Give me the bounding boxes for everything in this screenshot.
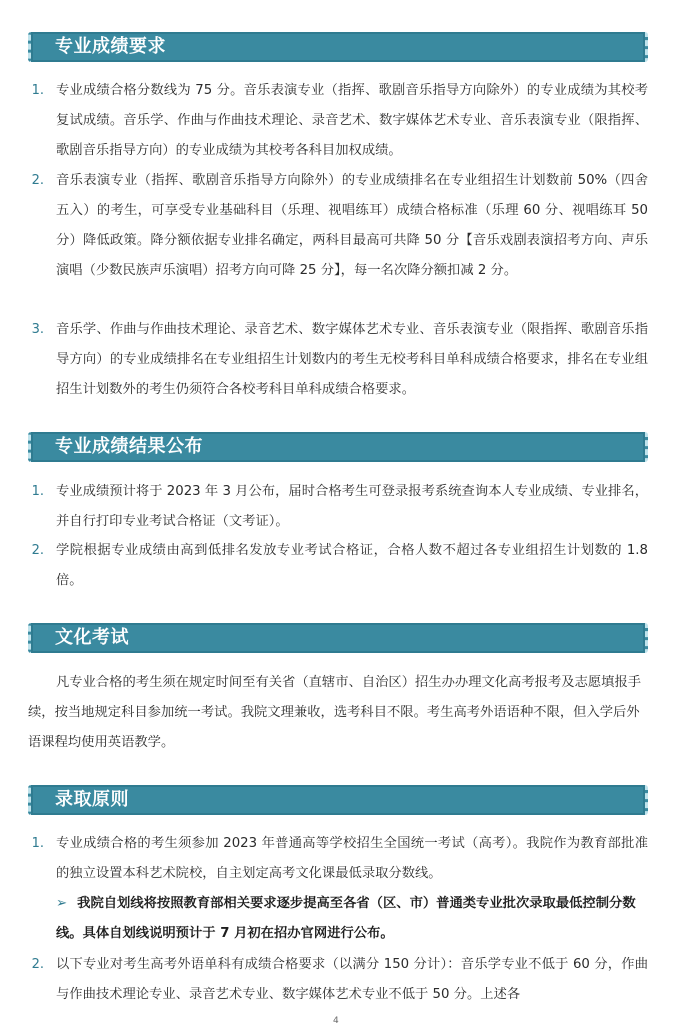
section-header-score-results-announcement — [28, 432, 648, 462]
section-title: 录取原则 — [55, 789, 129, 810]
list-number: 1. — [31, 83, 44, 98]
section-header-admission-principles — [28, 785, 648, 815]
list-item-text: 音乐学、作曲与作曲技术理论、录音艺术、数字媒体艺术专业、音乐表演专业（限指挥、歌剧音乐指导方向）的专业成绩排名在专业组招生计划数内的考生无校考科目单科成绩合格要求，排名在专业组招生计划数外的考生仍须符合各校考科目单科成绩合格要求。 — [56, 322, 648, 397]
list-number: 2. — [31, 957, 44, 972]
section-header-professional-score-requirements — [28, 32, 648, 62]
list-item — [20, 477, 650, 537]
list-item-text: 学院根据专业成绩由高到低排名发放专业考试合格证，合格人数不超过各专业组招生计划数的 1.8 倍。 — [56, 543, 648, 588]
highlight-bullet — [56, 889, 648, 949]
list-item — [20, 315, 650, 405]
list-item-text: 音乐表演专业（指挥、歌剧音乐指导方向除外）的专业成绩排名在专业组招生计划数前 50%（四舍五入）的考生，可享受专业基础科目（乐理、视唱练耳）成绩合格标准（乐理 60 分、视唱练耳 50 分）降低政策。降分额依据专业排名确定，两科目最高可共降 50 分【音乐戏剧表演招考方向、声乐演唱（少数民族声乐演唱）招考方向可降 25 分】，每一名次降分额扣减 2 分。 — [56, 173, 648, 278]
list-item-text: 专业成绩预计将于 2023 年 3 月公布，届时合格考生可登录报考系统查询本人专业成绩、专业排名，并自行打印专业考试合格证（文考证）。 — [56, 484, 648, 529]
list-item-text: 专业成绩合格的考生须参加 2023 年普通高等学校招生全国统一考试（高考）。我院作为教育部批准的独立设置本科艺术院校，自主划定高考文化课最低录取分数线。 — [56, 836, 648, 881]
list-item — [20, 166, 650, 316]
list-number: 1. — [31, 836, 44, 851]
section-title: 文化考试 — [55, 627, 129, 648]
list-item-text: 以下专业对考生高考外语单科有成绩合格要求（以满分 150 分计）：音乐学专业不低于 60 分，作曲与作曲技术理论专业、录音艺术专业、数字媒体艺术专业不低于 50 分。上述各 — [56, 957, 648, 1002]
list-item — [20, 829, 650, 889]
list-item — [20, 950, 650, 1010]
list-item-text: 专业成绩合格分数线为 75 分。音乐表演专业（指挥、歌剧音乐指导方向除外）的专业成绩为其校考复试成绩。音乐学、作曲与作曲技术理论、录音艺术、数字媒体艺术专业、音乐表演专业（限指挥、歌剧音乐指导方向）的专业成绩为其校考各科目加权成绩。 — [56, 83, 648, 158]
list-item — [20, 536, 650, 596]
page-number: 4 — [333, 1016, 339, 1026]
list-number: 1. — [31, 484, 44, 499]
cultural-exam-paragraph: 凡专业合格的考生须在规定时间至有关省（直辖市、自治区）招生办办理文化高考报考及志愿填报手续，按当地规定科目参加统一考试。我院文理兼收，选考科目不限。考生高考外语语种不限，但入学后外语课程均使用英语教学。 — [28, 675, 642, 750]
arrow-bullet-icon: ➢ — [56, 896, 68, 911]
section-title: 专业成绩要求 — [55, 36, 166, 57]
highlight-bullet-text: 我院自划线将按照教育部相关要求逐步提高至各省（区、市）普通类专业批次录取最低控制分数线。具体自划线说明预计于 7 月初在招办官网进行公布。 — [56, 896, 636, 941]
section-title: 专业成绩结果公布 — [55, 436, 203, 457]
list-number: 2. — [31, 543, 44, 558]
section-header-cultural-exam — [28, 623, 648, 653]
list-number: 2. — [31, 173, 44, 188]
list-item — [20, 76, 650, 166]
list-number: 3. — [31, 322, 44, 337]
